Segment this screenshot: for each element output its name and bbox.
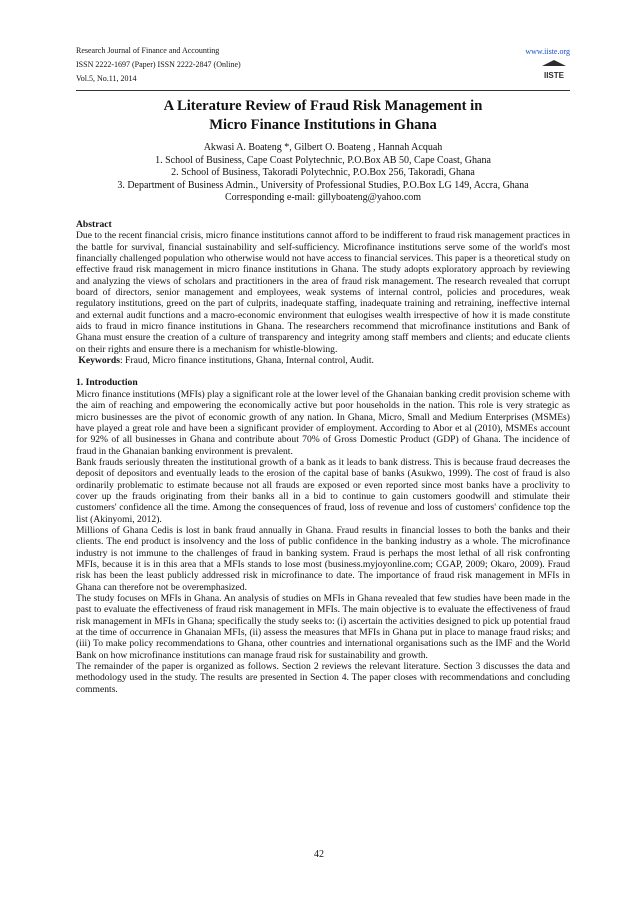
page-number: 42 bbox=[314, 849, 324, 860]
title-line-2: Micro Finance Institutions in Ghana bbox=[209, 117, 437, 133]
intro-paragraph: Micro finance institutions (MFIs) play a significant role at the lower level of the Ghanaian banking credit provision scheme with the aim of reaching and empowering the economically active but poor households in the nation. This role is very strategic as micro businesses are the pivot of economic growth of any nation. In Ghana, Micro, Small and Medium Enterprises (MSMEs) have played a great role and have been a significant provider of employment. According to Abor et al (2010), MSMEs account for 92% of all businesses in Ghana and contribute about 70% of Gross Domestic Product (GDP) of Ghana. The incidence of fraud in the Ghanaian banking environment is prevalent. bbox=[76, 388, 570, 457]
keywords-label: Keywords bbox=[78, 355, 120, 367]
article-body bbox=[76, 219, 570, 695]
intro-paragraph: Millions of Ghana Cedis is lost in bank fraud annually in Ghana. Fraud results in financial losses to both the banks and their clients. The end product is insolvency and the loss of public confidence in the banking industry as a whole. The microfinance industry is not immune to the challenges of fraud in banking system. Fraud is perhaps the most lethal of all risk confronting MFIs, because it is in this area that a MFIs stands to lose most (business.myjoyonline.com; CGAP, 2009; Okaro, 2009). Fraud risk has been the least publicly addressed risk in microfinance to date. The importance of fraud risk management in MFIs in Ghana can therefore not be overemphasized. bbox=[76, 524, 570, 593]
title-line-1: A Literature Review of Fraud Risk Management in bbox=[163, 98, 483, 114]
abstract-heading: Abstract bbox=[76, 219, 112, 230]
keywords-line bbox=[76, 355, 570, 366]
header-divider bbox=[76, 90, 570, 91]
author-names: Akwasi A. Boateng *, Gilbert O. Boateng , Hannah Acquah bbox=[203, 142, 443, 153]
introduction-heading: 1. Introduction bbox=[76, 377, 138, 389]
intro-paragraph: Bank frauds seriously threaten the institutional growth of a bank as it leads to bank distress. This is because fraud decreases the deposit of depositors and eventually leads to the erosion of the capital base of banks (Asukwo, 1999). The cost of fraud is also ordinarily problematic to estimate because not all frauds are exposed or even reported since most banks have a proclivity to cover up the frauds originating from their banks all in a bid to continue to gain customers goodwill and stimulate their customers' confidence all the time. Among the consequences of fraud, loss of revenue and loss of customers' confidence top the list (Akinyomi, 2012). bbox=[76, 456, 570, 525]
volume-line: Vol.5, No.11, 2014 bbox=[76, 74, 137, 83]
intro-paragraph: The study focuses on MFIs in Ghana. An analysis of studies on MFIs in Ghana revealed that few studies have been made in the past to evaluate the effectiveness of fraud risk management in MFIs. The main objective is to evaluate the effectiveness of fraud risk management in MFIs in Ghana; specifically the study seeks to: (i) ascertain the activities designed to pick up potential fraud at the time of occurrence in Ghanaian MFIs, (ii) assess the measures that MFIs in Ghana put in place to manage fraud risks; and (iii) To make policy recommendations to Ghana, other countries and international organisations such as the IMF and the World Bank on how microfinance institutions can manage fraud risk for sustainability and growth. bbox=[76, 593, 570, 661]
author-block bbox=[76, 142, 570, 205]
iiste-logo bbox=[540, 60, 568, 82]
corresponding-email: Corresponding e-mail: gillyboateng@yahoo.com bbox=[224, 192, 422, 203]
paper-title bbox=[76, 97, 570, 135]
keywords-text: : Fraud, Micro finance institutions, Ghana, Internal control, Audit. bbox=[119, 355, 374, 367]
affiliation-3: 3. Department of Business Admin., University of Professional Studies, P.O.Box LG 149, Accra, Ghana bbox=[117, 179, 529, 191]
affiliation-2: 2. School of Business, Takoradi Polytechnic, P.O.Box 256, Takoradi, Ghana bbox=[171, 167, 475, 178]
journal-name: Research Journal of Finance and Accounting bbox=[76, 46, 220, 55]
issn-line: ISSN 2222-1697 (Paper) ISSN 2222-2847 (Online) bbox=[76, 60, 241, 69]
logo-text: IISTE bbox=[543, 71, 565, 80]
abstract-text: Due to the recent financial crisis, micro finance institutions cannot afford to be indifferent to fraud risk management practices in the battle for survival, financial sustainability and self-sufficiency. Microfinance institutions serve some of the world's most financially challenged population who otherwise would not have access to financial services. This paper is a theoretical study on effective fraud risk management in micro finance institutions in Ghana. The study adopts exploratory approach by reviewing and analyzing the views of scholars and practitioners in the area of fraud risk management. The research revealed that corrupt board of directors, senior management and employees, weak systems of internal control, policies and procedures, weak regulatory institutions, greed on the part of culprits, inadequate staffing, inadequate training and retraining, ineffective internal and external audit functions and a macro-economic environment that eulogises wealth irrespective of how it is made constitute aids to fraud in micro finance institutions in Ghana. The researchers recommend that microfinance institutions and Bank of Ghana must ensure the creation of a culture of transparency and integrity among staff members and clients; and educate clients on their rights and ensure there is a mechanism for whistle-blowing. bbox=[76, 230, 570, 355]
journal-website-link[interactable]: www.iiste.org bbox=[525, 47, 570, 56]
intro-paragraph: The remainder of the paper is organized as follows. Section 2 reviews the relevant literature. Section 3 discusses the data and methodology used in the study. The results are presented in Section 4. The paper closes with recommendations and concluding comments. bbox=[76, 661, 570, 695]
affiliation-1: 1. School of Business, Cape Coast Polytechnic, P.O.Box AB 50, Cape Coast, Ghana bbox=[155, 154, 491, 166]
